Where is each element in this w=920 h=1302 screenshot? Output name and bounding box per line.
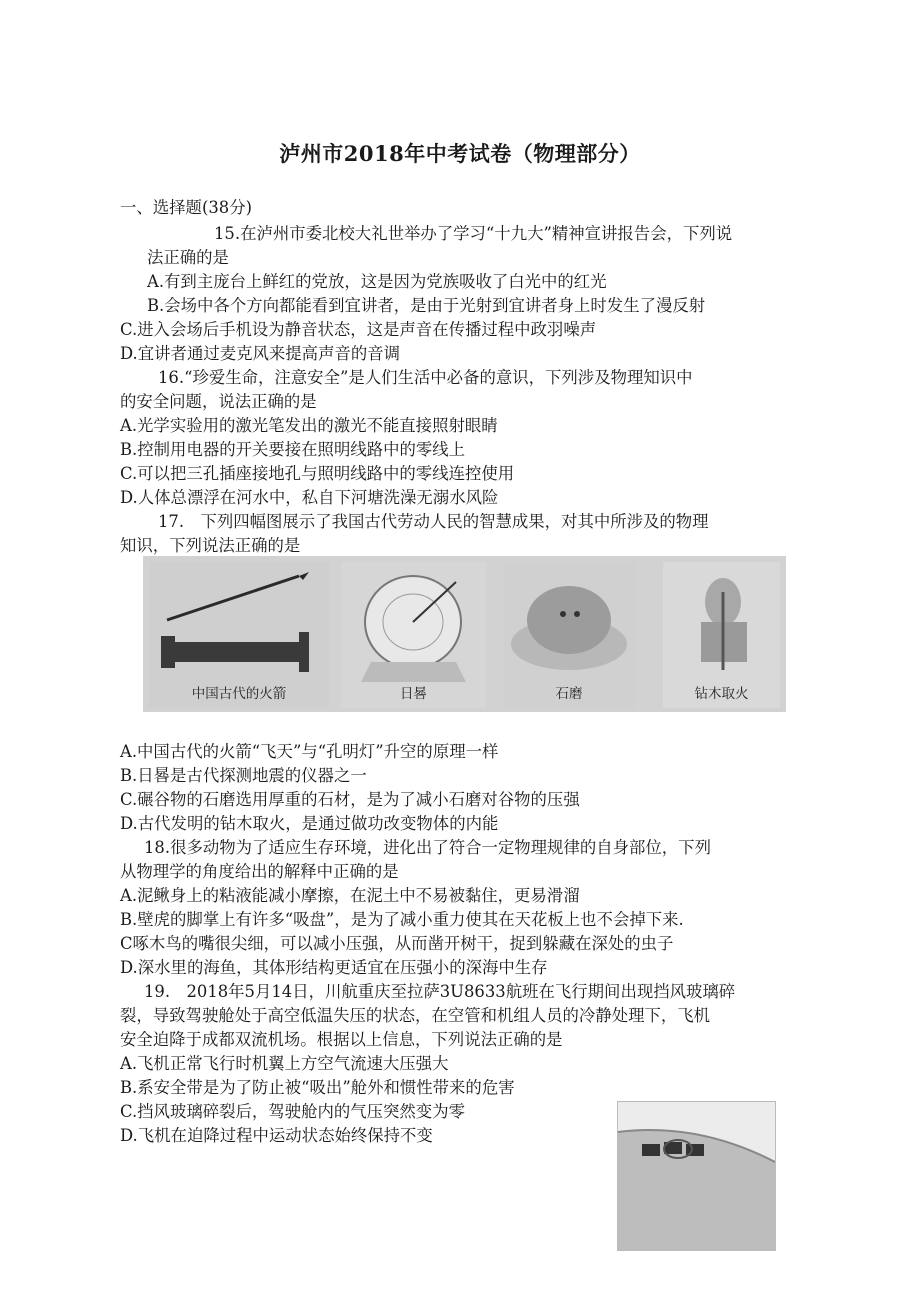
section-heading: 一、选择题(38分) (120, 198, 252, 217)
question-18-line: 18.很多动物为了适应生存环境，进化出了符合一定物理规律的自身部位，下列 (144, 838, 711, 857)
option-line: D.飞机在迫降过程中运动状态始终保持不变 (120, 1126, 433, 1145)
question-16-line: 16.“珍爱生命，注意安全”是人们生活中必备的意识，下列涉及物理知识中 (158, 368, 693, 387)
option-line: B.系安全带是为了防止被“吸出”舱外和惯性带来的危害 (120, 1078, 515, 1097)
option-line: C.碾谷物的石磨选用厚重的石材，是为了减小石磨对谷物的压强 (120, 790, 580, 809)
figure-caption-fire-drill: 钻木取火 (694, 686, 749, 702)
fire-drill-photo (663, 562, 780, 708)
question-15-line: 15.在泸州市委北校大礼世举办了学习“十九大”精神宣讲报告会，下列说 (214, 224, 733, 243)
option-line: D.深水里的海鱼，其体形结构更适宜在压强小的深海中生存 (120, 958, 548, 977)
option-line: B.壁虎的脚掌上有许多“吸盘”，是为了减小重力使其在天花板上也不会掉下来. (120, 910, 684, 929)
rocket-photo (149, 562, 329, 708)
figure-caption-millstone: 石磨 (555, 686, 583, 702)
option-line: B.会场中各个方向都能看到宜讲者，是由于光射到宜讲者身上时发生了漫反射 (147, 296, 706, 315)
option-line: C啄木鸟的嘴很尖细，可以减小压强，从而凿开树干，捉到躲藏在深处的虫子 (120, 934, 674, 953)
question-16-line: 的安全问题，说法正确的是 (120, 392, 317, 411)
page-title: 泸州市2018年中考试卷（物理部分） (279, 141, 641, 166)
question-17-line: 知识，下列说法正确的是 (120, 536, 301, 555)
option-line: C.进入会场后手机设为静音状态，这是声音在传播过程中政羽噪声 (120, 320, 597, 339)
option-line: A.光学实验用的激光笔发出的激光不能直接照射眼睛 (120, 416, 498, 435)
option-line: C.可以把三孔插座接地孔与照明线路中的零线连控使用 (120, 464, 515, 483)
figure-caption-rocket: 中国古代的火箭 (191, 686, 287, 702)
sundial-photo (341, 562, 486, 708)
airplane-cockpit-photo (617, 1101, 776, 1251)
option-line: D.古代发明的钻木取火，是通过做功改变物体的内能 (120, 814, 499, 833)
option-line: A.泥鳅身上的粘液能减小摩擦，在泥土中不易被黏住，更易滑溜 (120, 886, 580, 905)
ancient-inventions-figure (143, 556, 786, 712)
option-line: D.宜讲者通过麦克风来提高声音的音调 (120, 344, 401, 363)
question-17-line: 17. 下列四幅图展示了我国古代劳动人民的智慧成果，对其中所涉及的物理 (158, 512, 709, 531)
option-line: B.控制用电器的开关要接在照明线路中的零线上 (120, 440, 466, 459)
figure-caption-sundial: 日晷 (400, 686, 427, 702)
option-line: A.有到主庞台上鲜红的党放，这是因为党族吸收了白光中的红光 (147, 272, 607, 291)
option-line: D.人体总漂浮在河水中，私自下河塘洗澡无溺水风险 (120, 488, 499, 507)
option-line: A.中国古代的火箭“飞天”与“孔明灯”升空的原理一样 (120, 742, 499, 761)
question-18-line: 从物理学的角度给出的解释中正确的是 (120, 862, 399, 881)
question-19-line: 19. 2018年5月14日，川航重庆至拉萨3U8633航班在飞行期间出现挡风玻璃碎 (144, 982, 736, 1001)
option-line: C.挡风玻璃碎裂后，驾驶舱内的气压突然变为零 (120, 1102, 465, 1121)
question-19-line: 安全迫降于成都双流机场。根据以上信息，下列说法正确的是 (120, 1030, 563, 1049)
question-19-line: 裂，导致驾驶舱处于高空低温失压的状态，在空管和机组人员的冷静处理下，飞机 (120, 1006, 711, 1025)
option-line: A.飞机正常飞行时机翼上方空气流速大压强大 (120, 1054, 449, 1073)
option-line: B.日晷是古代探测地震的仪器之一 (120, 766, 367, 785)
question-15-line: 法正确的是 (147, 248, 229, 267)
millstone-photo (503, 562, 635, 708)
airplane-illustration (618, 1102, 775, 1250)
